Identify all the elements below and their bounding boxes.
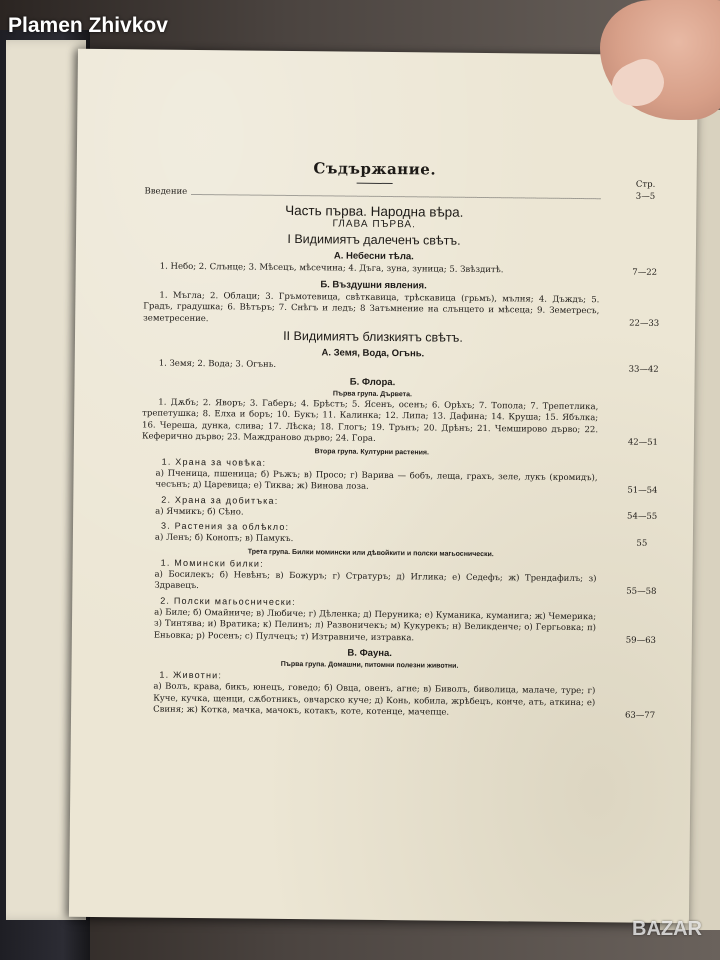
toc-entry bbox=[141, 397, 659, 448]
toc-entry bbox=[144, 261, 658, 278]
world-near-heading: II Видимиятъ близкиятъ свѣтъ. bbox=[283, 328, 463, 345]
entry-pages: 51—54 bbox=[627, 485, 658, 496]
entry-text: а) Ячмикъ; б) Сѣно. bbox=[155, 506, 244, 518]
entry-pages: 54—55 bbox=[627, 511, 658, 522]
toc-intro-row bbox=[144, 179, 656, 202]
toc-entry bbox=[141, 532, 648, 549]
section-flora: Б. Флора. bbox=[349, 376, 396, 388]
entry-pages: 59—63 bbox=[625, 635, 656, 646]
toc-entry bbox=[140, 607, 656, 646]
entry-pages: 33—42 bbox=[628, 364, 659, 375]
subheading: 2. Полски магьоснически: bbox=[160, 595, 296, 607]
watermark-text: Plamen Zhivkov bbox=[8, 14, 168, 37]
table-of-contents bbox=[139, 157, 660, 721]
subheading: 3. Растения за облѣкло: bbox=[160, 520, 290, 532]
entry-pages: 55—58 bbox=[626, 586, 657, 597]
subheading: 1. Момински билки: bbox=[160, 557, 264, 569]
group-domestic-animals: Първа група. Домашни, питомни полезни животни. bbox=[280, 660, 459, 670]
group-trees: Първа група. Дървета. bbox=[332, 389, 413, 398]
entry-text: а) Ленъ; б) Конопъ; в) Памукъ. bbox=[154, 532, 294, 545]
toc-title: Съдържание. bbox=[313, 159, 437, 179]
chapter-heading: ГЛАВА ПЪРВА. bbox=[332, 218, 416, 231]
entry-text: а) Волъ, крава, бикъ, юнецъ, говедо; б) Овца, овенъ, агне; в) Биволъ, биволица, малаче, туре; г) Куче, кучка, щенци, сѫботникъ, овчарско куче; д) Конь, кобила, жрѣбецъ, конче, атъ, аткина; е) Свиня; ж) Котка, мачка, мачокъ, котакъ, коте, котенце, мачепце. bbox=[153, 681, 596, 718]
section-weather: Б. Въздушни явления. bbox=[320, 278, 427, 291]
subheading: 1. Храна за човѣка: bbox=[161, 456, 267, 468]
group-herbs: Трета група. Билки момински или дѣвойкити и полски магьоснически. bbox=[247, 548, 494, 558]
entry-pages: 63—77 bbox=[624, 710, 656, 721]
subheading: 1. Животни: bbox=[159, 669, 223, 681]
toc-entry bbox=[139, 681, 656, 721]
entry-pages: 42—51 bbox=[627, 437, 659, 448]
dot-leader bbox=[191, 194, 600, 199]
entry-pages: 22—33 bbox=[629, 318, 660, 329]
toc-entry bbox=[141, 468, 658, 496]
toc-entry bbox=[140, 569, 657, 597]
title-rule bbox=[357, 183, 393, 184]
entry-text: 1. Мъгла; 2. Облаци; 3. Гръмотевица, свѣткавица, трѣскавица (грьмъ), мълня; 4. Дъждъ; 5. Градъ, градушка; 6. Вѣтъръ; 7. Снѣгъ и ледъ; 8 Затъмнение на слънцето и мѣсеца; 9. Земетресъ, земетресение. bbox=[143, 290, 600, 324]
part-heading: Часть първа. Народна вѣра. bbox=[285, 202, 464, 220]
toc-entry bbox=[141, 506, 658, 522]
world-far-heading: I Видимиятъ далеченъ свѣтъ. bbox=[287, 231, 461, 248]
section-earth: А. Земя, Вода, Огънь. bbox=[321, 347, 425, 360]
section-celestial: А. Небесни тѣла. bbox=[333, 250, 414, 263]
page-column-header: Стр. bbox=[635, 179, 656, 190]
entry-text: 1. Дѫбъ; 2. Яворъ; 3. Габеръ; 4. Брѣстъ; 5. Ясенъ, осенъ; 6. Орѣхъ; 7. Топола; 7. Трепетлика, трепетушка; 8. Елха и боръ; 10. Букъ; 11. Калинка; 12. Липа; 13. Дафина; 14. Круша; 15. Ябълка; 16. Череша, дунка, слива; 17. Лѣска; 18. Глогъ; 19. Трънъ; 20. Дрѣнъ; 21. Чемширово дърво; 22. Кеферично дърво; 23. Маждраново дърво; 24. Гора. bbox=[141, 397, 599, 444]
entry-text: 1. Небо; 2. Слънце; 3. Мѣсецъ, мѣсечина; 4. Дъга, зуна, зуница; 5. Звѣздитѣ. bbox=[159, 261, 504, 276]
entry-text: а) Пченица, пшеница; б) Ръжъ; в) Просо; г) Варива — бобъ, леща, грахъ, зеле, лукъ (кромидъ), чесънъ; д) Царевица; е) Тиква; ж) Винова лоза. bbox=[155, 468, 598, 492]
section-fauna: В. Фауна. bbox=[347, 647, 392, 660]
entry-text: 1. Земя; 2. Вода; 3. Огънь. bbox=[158, 358, 277, 370]
intro-label: Введение bbox=[144, 186, 188, 197]
toc-entry bbox=[143, 290, 660, 329]
entry-text: а) Биле; б) Омайниче; в) Любиче; г) Дѣленка; д) Перуника; е) Куманика, куманига; ж) Чемерика; з) Тинтява; и) Вратика; к) Пелинъ; л) Развоничекъ; м) Кукурекъ; н) Великденче; о) Гергьовка; п) Еньовка; р) Росенъ; с) Пулчецъ; т) Изтравниче, изтравка. bbox=[153, 607, 597, 643]
bazar-logo: BAZAR bbox=[632, 918, 702, 940]
entry-text: а) Босилекъ; б) Невѣнъ; в) Божуръ; г) Стратуръ; д) Иглика; е) Седефъ; ж) Трендафилъ; з) Здравецъ. bbox=[154, 569, 597, 592]
entry-pages: 7—22 bbox=[632, 267, 658, 278]
subheading: 2. Храна за добитъка: bbox=[161, 494, 279, 506]
book-page bbox=[69, 49, 698, 923]
group-crops: Втора група. Културни растения. bbox=[314, 447, 430, 456]
intro-pages: 3—5 bbox=[635, 191, 656, 202]
entry-pages: 55 bbox=[636, 538, 648, 549]
toc-entry bbox=[143, 358, 659, 375]
